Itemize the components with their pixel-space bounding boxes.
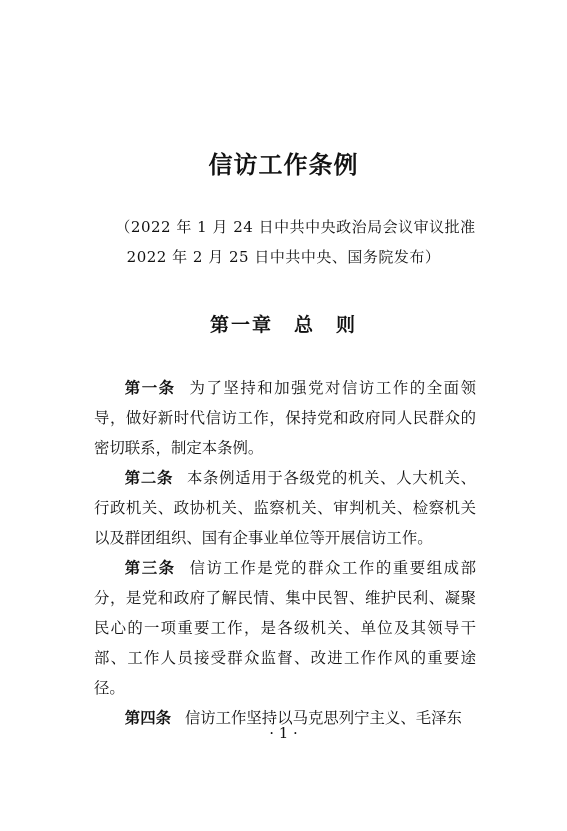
article-text: 为了坚持和加强党对信访工作的全面领导，做好新时代信访工作，保持党和政府同人民群众的密切联系，制定本条例。	[94, 379, 476, 457]
article-label: 第一条	[124, 379, 176, 397]
article-text: 本条例适用于各级党的机关、人大机关、行政机关、政协机关、监察机关、审判机关、检察机关以及群团组织、国有企事业单位等开展信访工作。	[94, 469, 476, 547]
article-1	[94, 373, 476, 463]
article-3	[94, 553, 476, 703]
subtitle-line-approval: （2022 年 1 月 24 日中共中央政治局会议审议批准	[115, 218, 476, 236]
document-title: 信访工作条例	[208, 151, 359, 179]
article-2	[94, 463, 476, 553]
article-label: 第二条	[124, 469, 174, 487]
article-label: 第四条	[124, 709, 171, 727]
subtitle-line-publication: 2022 年 2 月 25 日中共中央、国务院发布）	[126, 248, 441, 266]
page-number: · 1 ·	[269, 724, 298, 742]
chapter-heading: 第一章 总 则	[209, 314, 357, 336]
article-text: 信访工作坚持以马克思列宁主义、毛泽东	[184, 709, 462, 727]
article-text: 信访工作是党的群众工作的重要组成部分，是党和政府了解民情、集中民智、维护民利、凝聚民心的一项重要工作，是各级机关、单位及其领导干部、工作人员接受群众监督、改进工作作风的重要途径。	[94, 559, 476, 697]
article-label: 第三条	[124, 559, 176, 577]
articles-body	[94, 373, 476, 733]
